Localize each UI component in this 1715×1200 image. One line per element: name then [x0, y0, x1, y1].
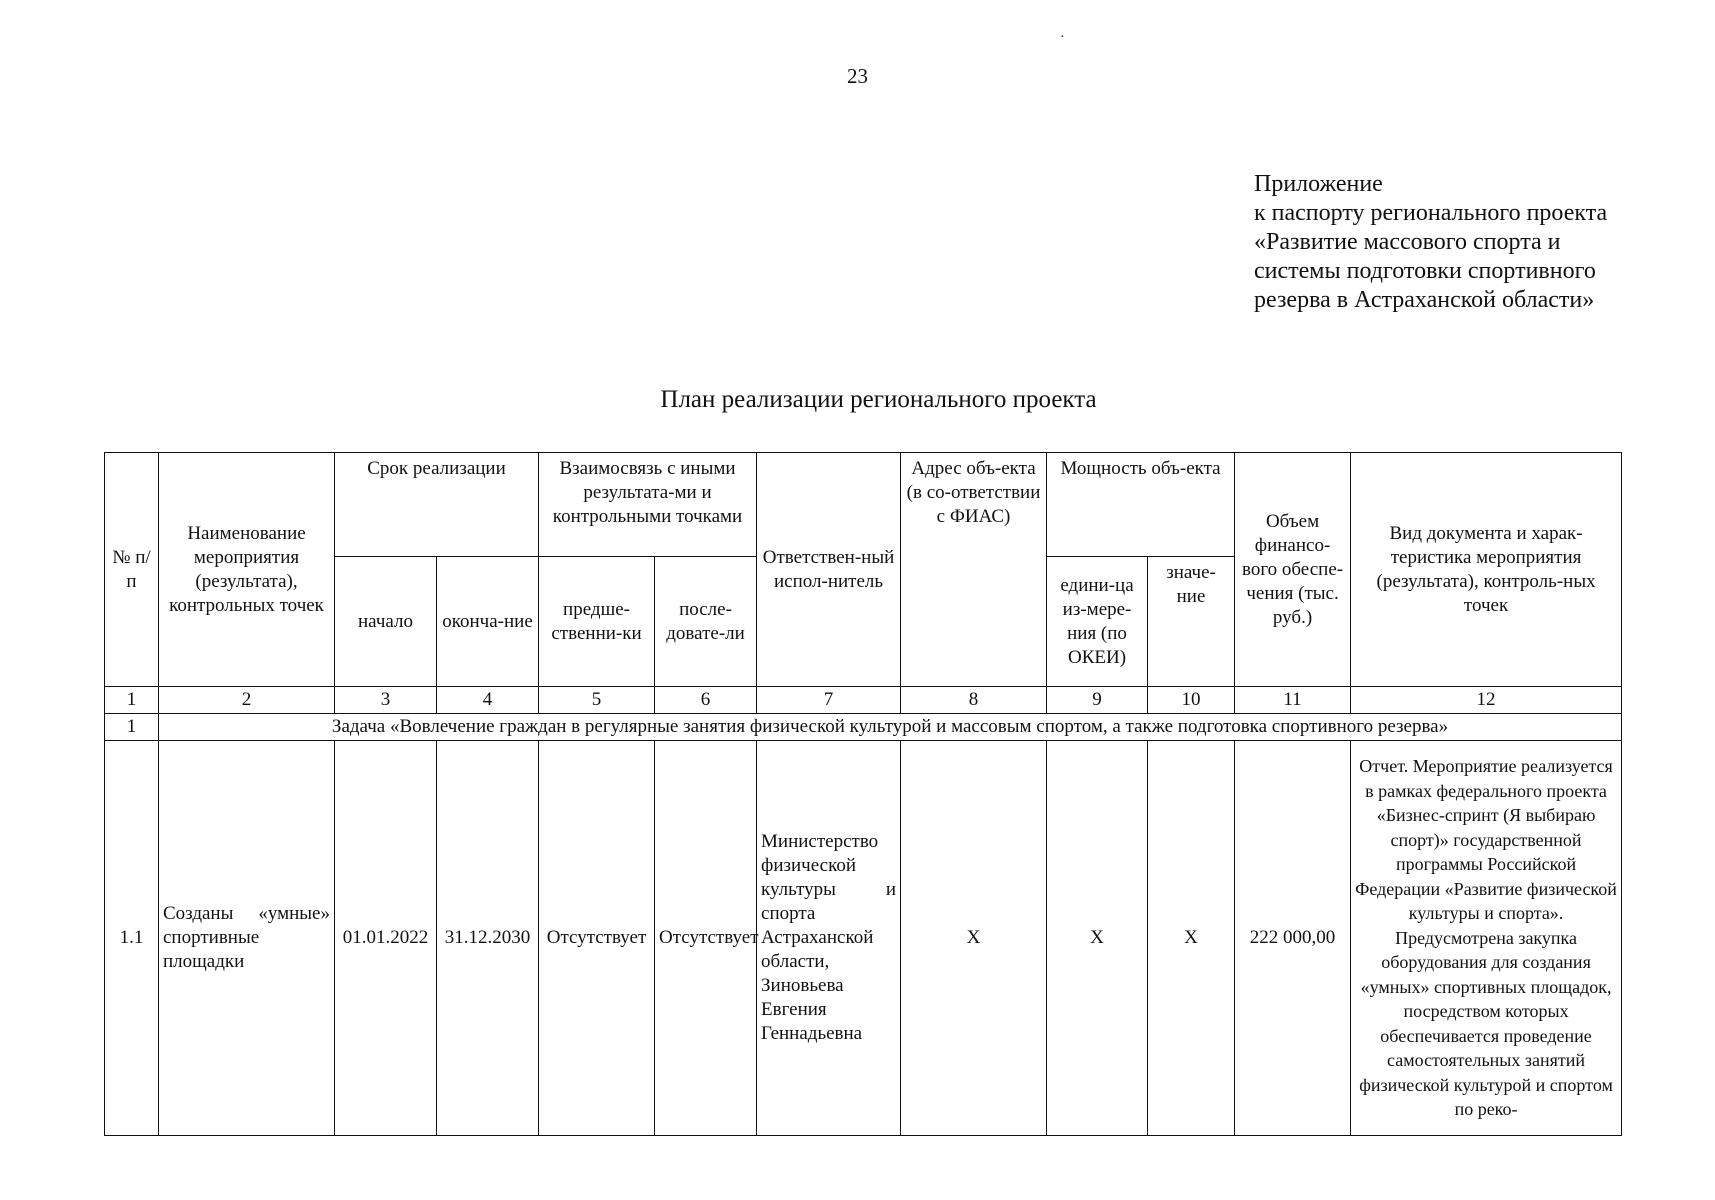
row-executor: Министерство физической культуры и спорта Астраханской области, Зиновьева Евгения Геннадьевна — [757, 741, 901, 1136]
appendix-note — [1254, 170, 1607, 315]
row-name: Созданы «умные» спортивные площадки — [159, 741, 335, 1136]
plan-title: План реализации регионального проекта — [660, 386, 1097, 413]
appendix-line-4: системы подготовки спортивного — [1254, 258, 1596, 284]
col-number: 6 — [655, 687, 757, 714]
page-number: 23 — [847, 64, 868, 88]
task-num: 1 — [105, 714, 159, 741]
header-executor: Ответствен-ный испол-нитель — [757, 453, 901, 687]
col-number: 8 — [901, 687, 1047, 714]
appendix-line-2: к паспорту регионального проекта — [1254, 200, 1608, 226]
header-relation-prev: предше-ственни-ки — [539, 557, 655, 687]
task-row — [105, 714, 1622, 741]
header-capacity-unit: едини-ца из-мере-ния (по ОКЕИ) — [1047, 557, 1148, 687]
header-name: Наименование мероприятия (результата), контрольных точек — [159, 453, 335, 687]
header-relation-next: после-довате-ли — [655, 557, 757, 687]
row-finance: 222 000,00 — [1235, 741, 1351, 1136]
row-value: X — [1148, 741, 1235, 1136]
col-number: 2 — [159, 687, 335, 714]
header-num: № п/п — [105, 453, 159, 687]
header-address: Адрес объ-екта (в со-ответствии с ФИАС) — [901, 453, 1047, 687]
table-row — [105, 741, 1622, 1136]
col-number: 11 — [1235, 687, 1351, 714]
header-finance: Объем финансо-вого обеспе-чения (тыс. руб.) — [1235, 453, 1351, 687]
col-number: 3 — [335, 687, 437, 714]
header-period: Срок реализации — [335, 453, 539, 557]
row-predecessors: Отсутствует — [539, 741, 655, 1136]
row-start-date: 01.01.2022 — [335, 741, 437, 1136]
row-successors: Отсутствует — [655, 741, 757, 1136]
appendix-line-5: резерва в Астраханской области» — [1254, 287, 1595, 313]
header-relation: Взаимосвязь с иными результата-ми и контрольными точками — [539, 453, 757, 557]
col-number: 9 — [1047, 687, 1148, 714]
col-number: 1 — [105, 687, 159, 714]
row-address: X — [901, 741, 1047, 1136]
appendix-line-1: Приложение — [1254, 171, 1383, 197]
header-capacity-value: значе-ние — [1148, 557, 1235, 687]
col-number: 4 — [437, 687, 539, 714]
col-number: 7 — [757, 687, 901, 714]
plan-table — [104, 452, 1622, 1136]
col-number: 12 — [1351, 687, 1622, 714]
task-text: Задача «Вовлечение граждан в регулярные занятия физической культурой и массовым спортом, а также подготовка спортивного резерва» — [159, 714, 1622, 741]
col-number: 5 — [539, 687, 655, 714]
col-number: 10 — [1148, 687, 1235, 714]
scan-speck: · — [1060, 30, 1065, 45]
header-period-end: оконча-ние — [437, 557, 539, 687]
row-num: 1.1 — [105, 741, 159, 1136]
appendix-line-3: «Развитие массового спорта и — [1254, 229, 1561, 255]
row-description: Отчет. Мероприятие реализуется в рамках федерального проекта «Бизнес-спринт (Я выбираю спорт)» государственной программы Российской Федерации «Развитие физической культуры и спорта». Предусмотрена закупка оборудования для создания «умных» спортивных площадок, посредством которых обеспечивается проведение самостоятельных занятий физической культурой и спортом по реко- — [1351, 741, 1622, 1136]
row-unit: X — [1047, 741, 1148, 1136]
row-end-date: 31.12.2030 — [437, 741, 539, 1136]
column-number-row — [105, 687, 1622, 714]
header-period-start: начало — [335, 557, 437, 687]
header-capacity: Мощность объ-екта — [1047, 453, 1235, 557]
header-doc-type: Вид документа и харак-теристика мероприятия (результата), контроль-ных точек — [1351, 453, 1622, 687]
